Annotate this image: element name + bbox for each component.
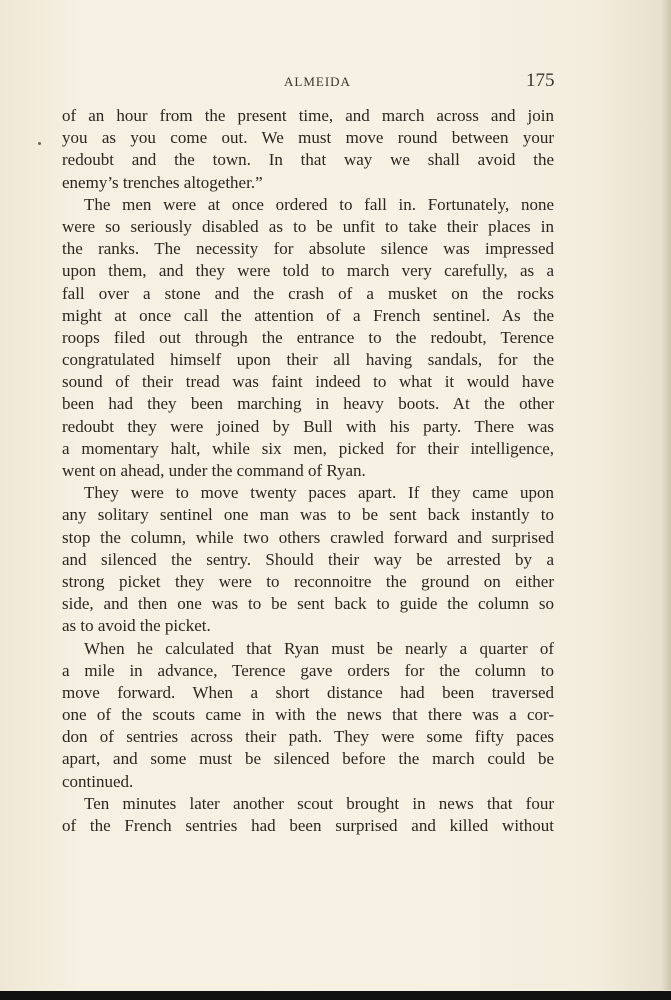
text-line: as to avoid the picket. — [62, 616, 211, 636]
body-text — [62, 105, 554, 837]
text-line: might at once call the attention of a French sentinel. As the — [62, 305, 554, 325]
scan-bottom-border — [0, 991, 671, 1000]
text-line: went on ahead, under the command of Ryan. — [62, 461, 366, 480]
text-line: redoubt and the town. In that way we shall avoid the — [62, 150, 554, 170]
text-line: congratulated himself upon their all having sandals, for the — [62, 350, 554, 370]
text-line: of the French sentries had been surprised and killed without — [62, 816, 554, 835]
text-line: When he calculated that Ryan must be nearly a quarter of — [84, 638, 554, 658]
text-line: don of sentries across their path. They were some fifty paces — [62, 727, 554, 747]
text-line: enemy’s trenches altogether.” — [62, 172, 263, 192]
text-line: continued. — [62, 771, 134, 791]
running-head — [0, 70, 671, 94]
text-line: been had they been marching in heavy boots. At the other — [62, 394, 554, 414]
text-line: strong picket they were to reconnoitre the ground on either — [62, 571, 554, 591]
text-line: of an hour from the present time, and march across and join — [62, 106, 554, 125]
text-line: roops filed out through the entrance to the redoubt, Terence — [62, 327, 554, 347]
running-title: ALMEIDA — [284, 74, 351, 89]
page-number: 175 — [526, 70, 555, 91]
text-line: They were to move twenty paces apart. If they came upon — [84, 483, 554, 503]
text-line: The men were at once ordered to fall in. Fortunately, none — [84, 194, 554, 214]
page-edge-shadow — [661, 0, 671, 990]
text-line: a momentary halt, while six men, picked for their intelligence, — [62, 438, 554, 458]
text-line: move forward. When a short distance had been traversed — [62, 682, 554, 702]
text-line: stop the column, while two others crawled forward and surprised — [62, 527, 554, 547]
text-line: fall over a stone and the crash of a musket on the rocks — [62, 283, 554, 303]
text-line: side, and then one was to be sent back to guide the column so — [62, 594, 554, 614]
text-line: and silenced the sentry. Should their way be arrested by a — [62, 549, 554, 569]
text-line: sound of their tread was faint indeed to what it would have — [62, 372, 554, 392]
text-line: one of the scouts came in with the news that there was a cor- — [62, 705, 554, 725]
text-line: a mile in advance, Terence gave orders for the column to — [62, 660, 554, 680]
text-line: Ten minutes later another scout brought in news that four — [84, 793, 554, 813]
text-line: any solitary sentinel one man was to be sent back instantly to — [62, 505, 554, 525]
ink-speck — [38, 142, 41, 145]
text-line: were so seriously disabled as to be unfit to take their places in — [62, 216, 554, 236]
text-line: you as you come out. We must move round between your — [62, 128, 554, 148]
text-line: upon them, and they were told to march very carefully, as a — [62, 261, 554, 281]
text-line: apart, and some must be silenced before the march could be — [62, 749, 554, 769]
text-line: redoubt they were joined by Bull with his party. There was — [62, 416, 554, 436]
text-line: the ranks. The necessity for absolute silence was impressed — [62, 239, 554, 259]
